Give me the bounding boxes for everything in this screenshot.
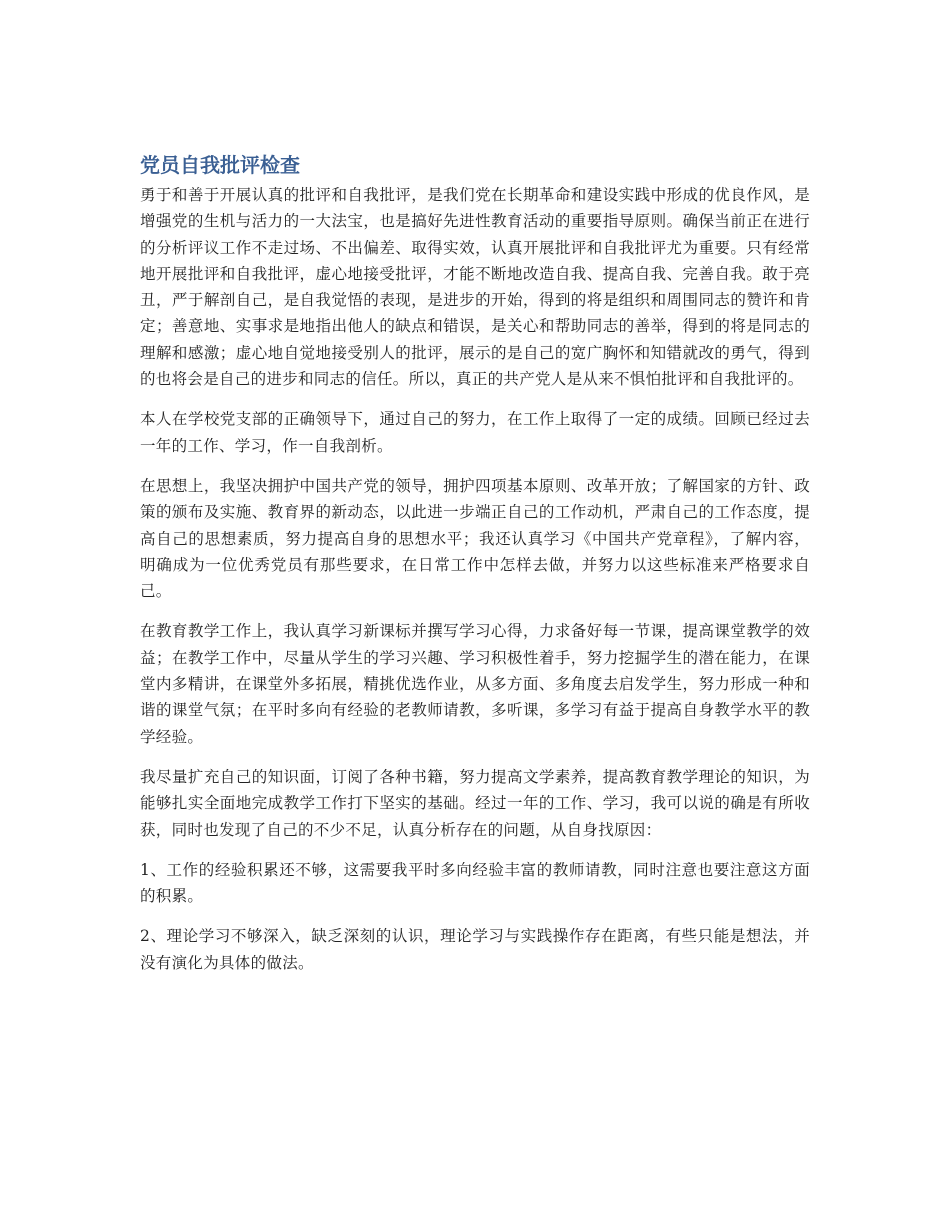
- paragraph-intro: 勇于和善于开展认真的批评和自我批评，是我们党在长期革命和建设实践中形成的优良作风，是增强党的生机与活力的一大法宝，也是搞好先进性教育活动的重要指导原则。确保当前正在进行的分析评议工作不走过场、不出偏差、取得实效，认真开展批评和自我批评尤为重要。只有经常地开展批评和自我批评，虚心地接受批评，才能不断地改造自我、提高自我、完善自我。敢于亮丑，严于解剖自己，是自我觉悟的表现，是进步的开始，得到的将是组织和周围同志的赞许和肯定；善意地、实事求是地指出他人的缺点和错误，是关心和帮助同志的善举，得到的将是同志的理解和感激；虚心地自觉地接受别人的批评，展示的是自己的宽广胸怀和知错就改的勇气，得到的也将会是自己的进步和同志的信任。所以，真正的共产党人是从来不惧怕批评和自我批评的。: [140, 186, 810, 389]
- paragraph-self-review: 本人在学校党支部的正确领导下，通过自己的努力，在工作上取得了一定的成绩。回顾已经过去一年的工作、学习，作一自我剖析。: [140, 410, 810, 455]
- list-item-2: 2、理论学习不够深入，缺乏深刻的认识，理论学习与实践操作存在距离，有些只能是想法，并没有演化为具体的做法。: [140, 927, 810, 972]
- document-page: [140, 148, 810, 990]
- document-title: 党员自我批评检查: [140, 153, 300, 177]
- paragraph-ideology: 在思想上，我坚决拥护中国共产党的领导，拥护四项基本原则、改革开放；了解国家的方针、政策的颁布及实施、教育界的新动态，以此进一步端正自己的工作动机，严肃自己的工作态度，提高自己的思想素质，努力提高自身的思想水平；我还认真学习《中国共产党章程》，了解内容，明确成为一位优秀党员有那些要求，在日常工作中怎样去做，并努力以这些标准来严格要求自己。: [140, 476, 810, 601]
- list-item-1: 1、工作的经验积累还不够，这需要我平时多向经验丰富的教师请教，同时注意也要注意这方面的积累。: [140, 860, 810, 906]
- paragraph-teaching: 在教育教学工作上，我认真学习新课标并撰写学习心得，力求备好每一节课，提高课堂教学的效益；在教学工作中，尽量从学生的学习兴趣、学习积极性着手，努力挖掘学生的潜在能力，在课堂内多精讲，在课堂外多拓展，精挑优选作业，从多方面、多角度去启发学生，努力形成一种和谐的课堂气氛；在平时多向有经验的老教师请教，多听课，多学习有益于提高自身教学水平的教学经验。: [140, 622, 810, 746]
- paragraph-knowledge: 我尽量扩充自己的知识面，订阅了各种书籍，努力提高文学素养，提高教育教学理论的知识，为能够扎实全面地完成教学工作打下坚实的基础。经过一年的工作、学习，我可以说的确是有所收获，同时也发现了自己的不少不足，认真分析存在的问题，从自身找原因：: [140, 767, 810, 839]
